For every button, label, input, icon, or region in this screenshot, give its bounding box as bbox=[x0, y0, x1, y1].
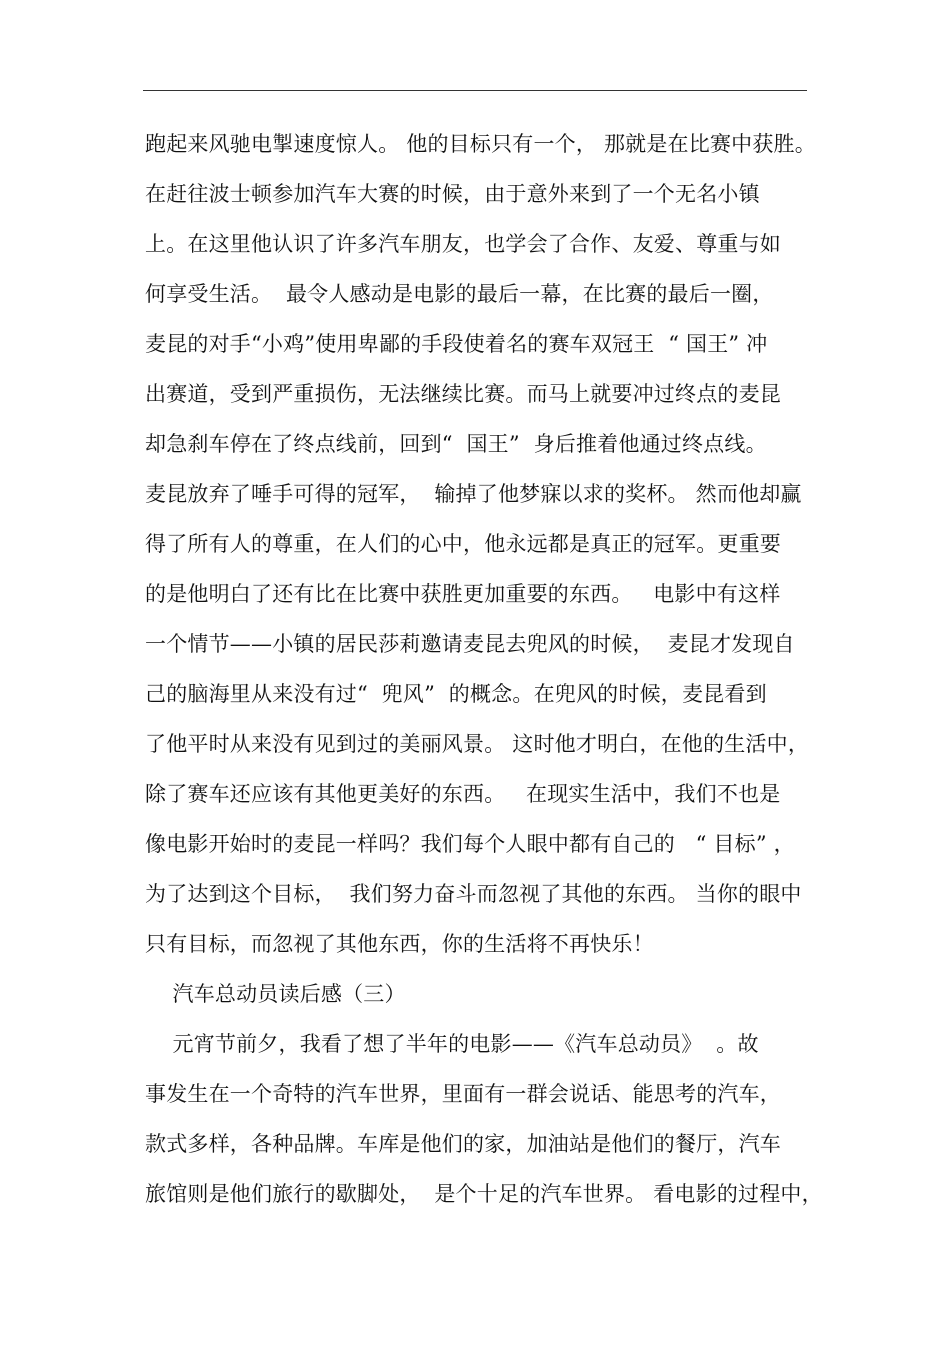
text-line: 像电影开始时的麦昆一样吗？我们每个人眼中都有自己的 “ 目标” ， bbox=[145, 832, 795, 856]
text-line: 事发生在一个奇特的汽车世界，里面有一群会说话、能思考的汽车， bbox=[145, 1082, 781, 1106]
text-line: 却急刹车停在了终点线前，回到“ 国王” 身后推着他通过终点线。 bbox=[145, 432, 767, 456]
text-line: 为了达到这个目标， 我们努力奋斗而忽视了其他的东西。 当你的眼中 bbox=[145, 882, 802, 906]
text-line: 除了赛车还应该有其他更美好的东西。 在现实生活中，我们不也是 bbox=[145, 782, 781, 806]
text-line: 了他平时从来没有见到过的美丽风景。 这时他才明白，在他的生活中， bbox=[145, 732, 810, 756]
header-rule bbox=[143, 90, 807, 91]
text-line: 旅馆则是他们旅行的歇脚处， 是个十足的汽车世界。 看电影的过程中， bbox=[145, 1182, 823, 1206]
text-line: 的是他明白了还有比在比赛中获胜更加重要的东西。 电影中有这样 bbox=[145, 582, 781, 606]
text-line: 麦昆的对手“小鸡”使用卑鄙的手段使着名的赛车双冠王 “ 国王” 冲 bbox=[145, 332, 768, 356]
text-line: 何享受生活。 最令人感动是电影的最后一幕，在比赛的最后一圈， bbox=[145, 282, 774, 306]
document-body bbox=[145, 124, 825, 1224]
text-line: 得了所有人的尊重，在人们的心中，他永远都是真正的冠军。更重要 bbox=[145, 532, 781, 556]
text-line: 一个情节——小镇的居民莎莉邀请麦昆去兜风的时候， 麦昆才发现自 bbox=[145, 632, 795, 656]
text-line: 麦昆放弃了唾手可得的冠军， 输掉了他梦寐以求的奖杯。 然而他却赢 bbox=[145, 482, 802, 506]
text-line: 元宵节前夕，我看了想了半年的电影——《汽车总动员》 。故 bbox=[145, 1032, 759, 1056]
text-line: 在赶往波士顿参加汽车大赛的时候，由于意外来到了一个无名小镇 bbox=[145, 182, 760, 206]
text-line: 款式多样，各种品牌。车库是他们的家，加油站是他们的餐厅，汽车 bbox=[145, 1132, 781, 1156]
section-title: 汽车总动员读后感（三） bbox=[145, 982, 406, 1006]
text-line: 只有目标，而忽视了其他东西，你的生活将不再快乐！ bbox=[145, 932, 654, 956]
text-line: 上。在这里他认识了许多汽车朋友，也学会了合作、友爱、尊重与如 bbox=[145, 232, 781, 256]
text-line: 出赛道，受到严重损伤，无法继续比赛。而马上就要冲过终点的麦昆 bbox=[145, 382, 781, 406]
text-line: 跑起来风驰电掣速度惊人。 他的目标只有一个， 那就是在比赛中获胜。 bbox=[145, 132, 816, 156]
text-line: 己的脑海里从来没有过“ 兜风” 的概念。在兜风的时候，麦昆看到 bbox=[145, 682, 767, 706]
